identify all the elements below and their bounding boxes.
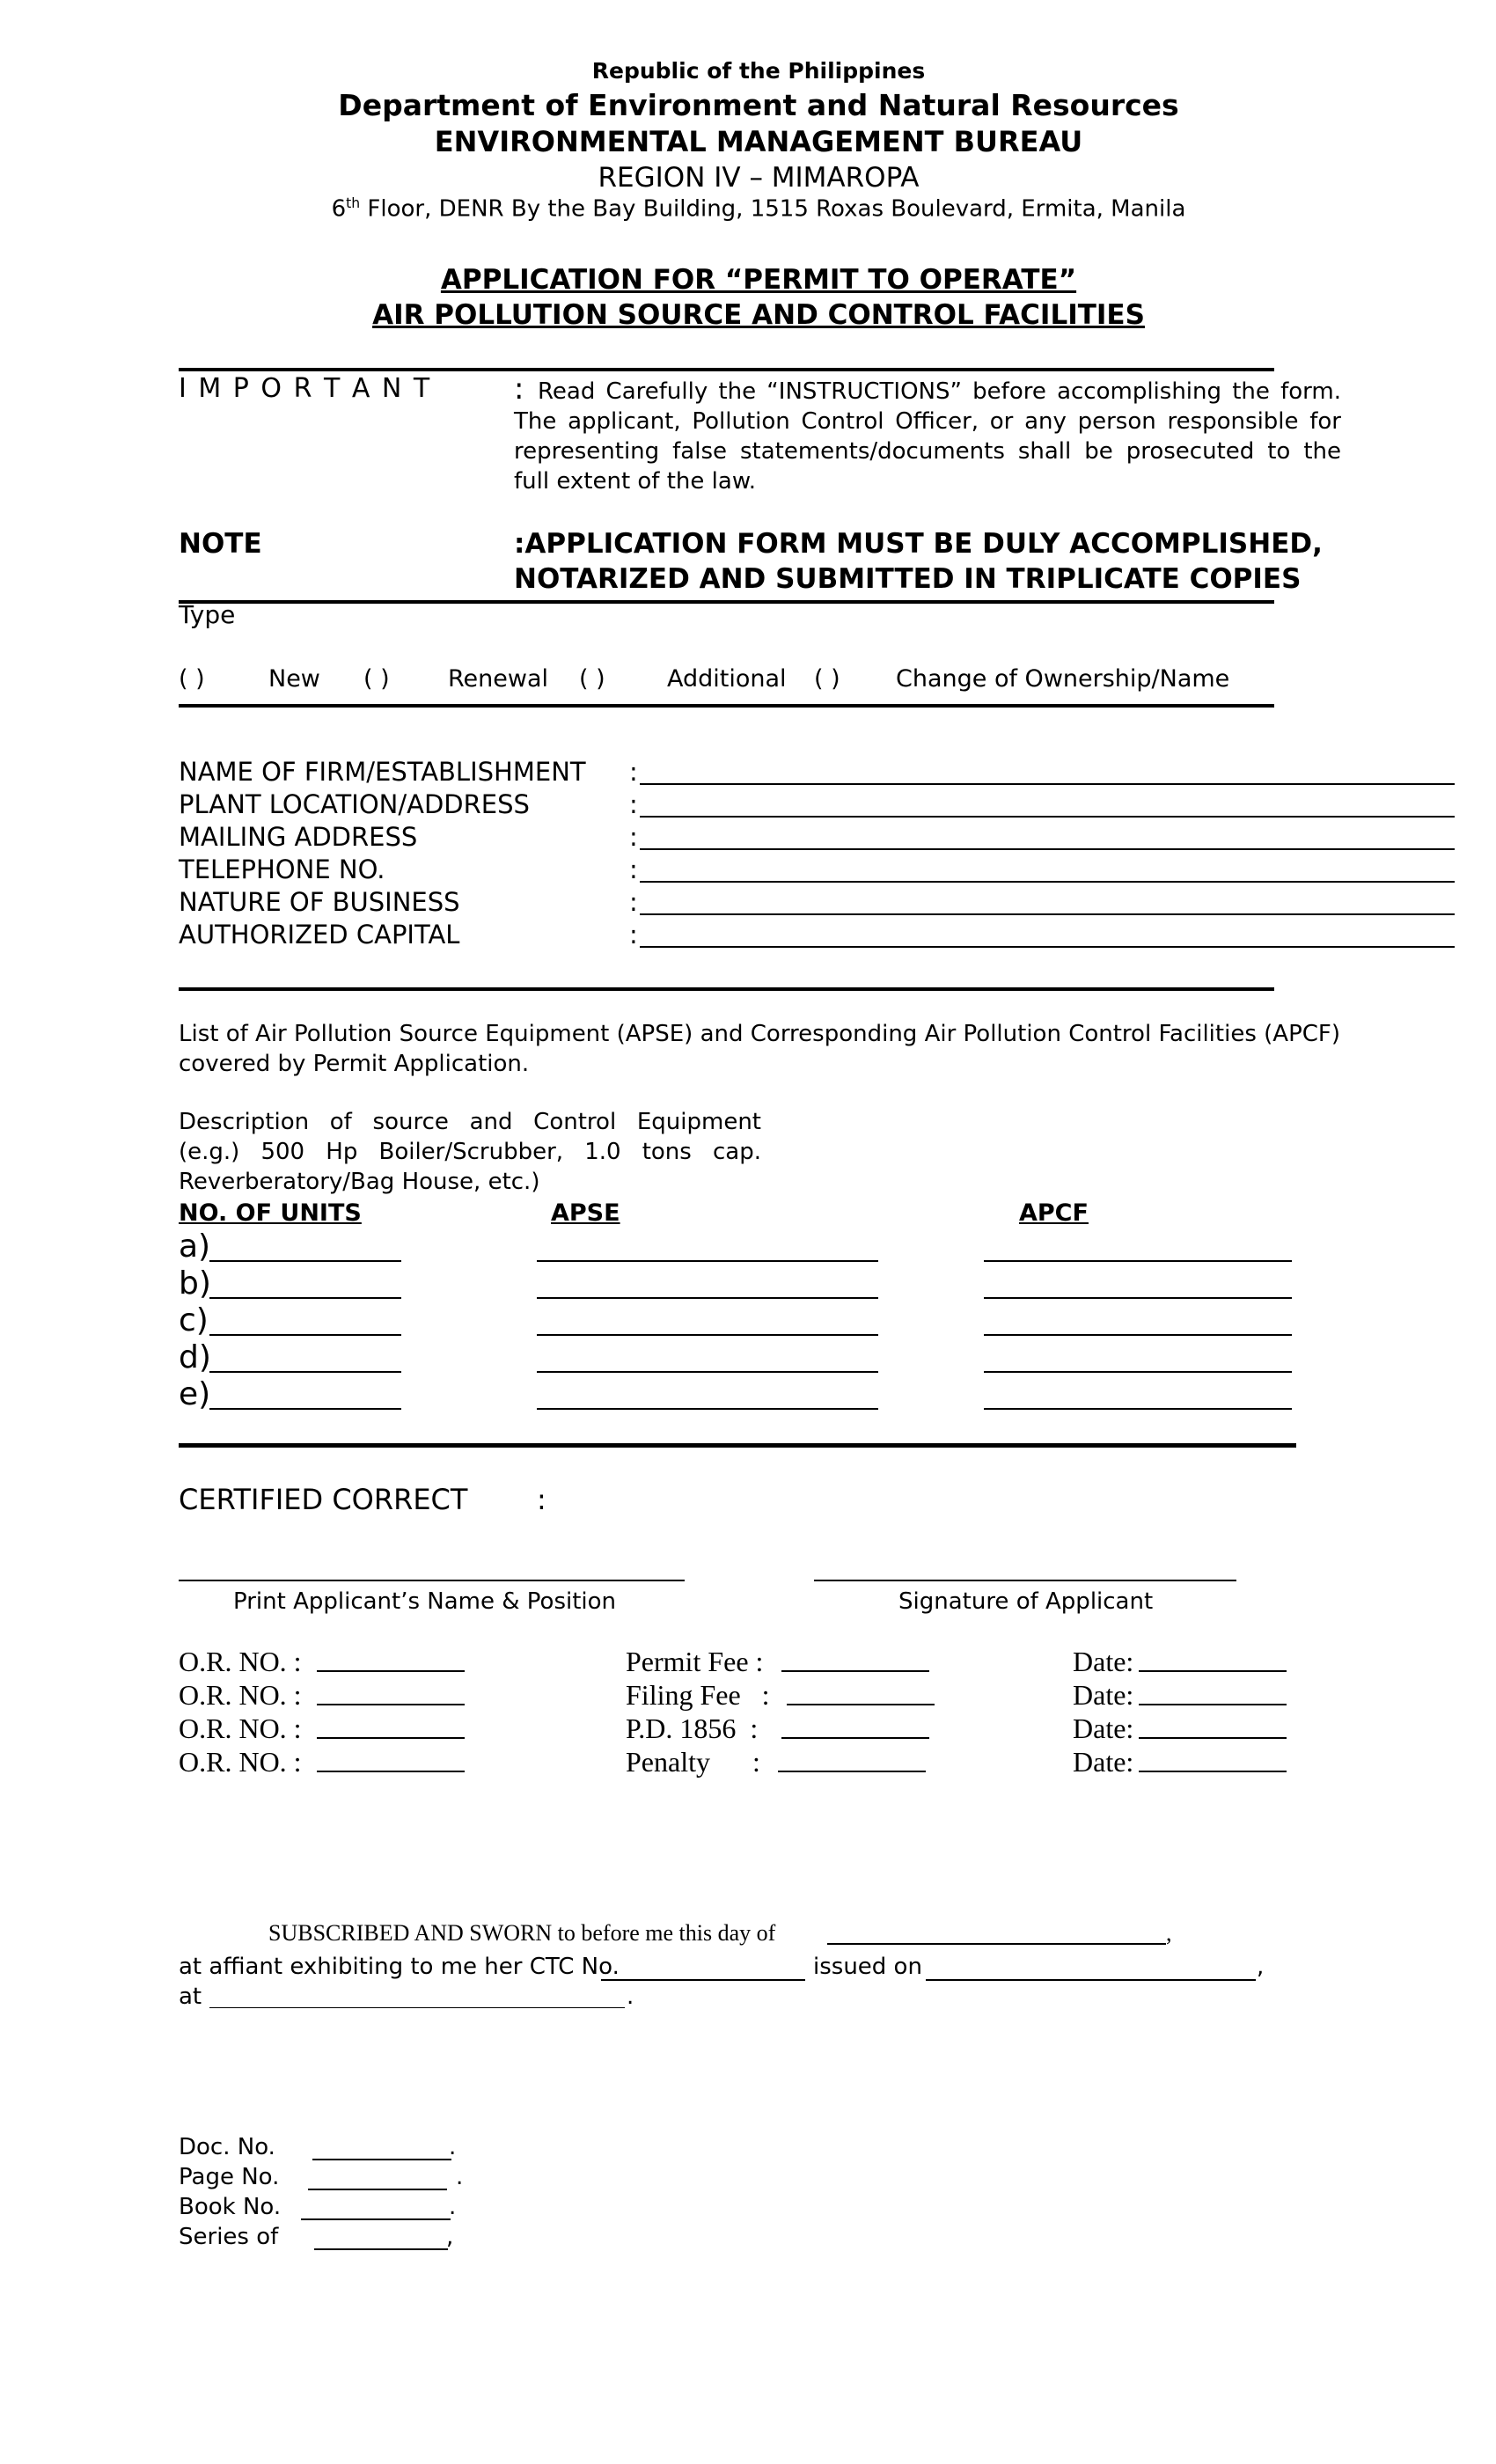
note-label: NOTE xyxy=(179,528,262,560)
field-colon: : xyxy=(629,757,638,787)
units-input[interactable] xyxy=(209,1371,401,1373)
certified-colon: : xyxy=(537,1483,546,1516)
oath-line1: SUBSCRIBED AND SWORN to before me this day of xyxy=(268,1920,776,1946)
book-no-end: . xyxy=(449,2194,457,2220)
field-colon: : xyxy=(629,854,638,884)
apcf-input-a[interactable] xyxy=(984,1260,1292,1262)
print-name-caption: Print Applicant’s Name & Position xyxy=(233,1588,617,1615)
header-address xyxy=(0,195,1496,223)
oath-place-input[interactable] xyxy=(209,2007,625,2008)
nature-of-business-input[interactable] xyxy=(640,913,1455,915)
filing-fee-input[interactable] xyxy=(787,1704,935,1705)
series-end: , xyxy=(446,2224,454,2250)
divider-equipment xyxy=(179,1443,1296,1448)
type-change-label: Change of Ownership/Name xyxy=(896,665,1230,693)
field-telephone xyxy=(179,854,1279,886)
units-input[interactable] xyxy=(209,1408,401,1410)
apse-input-e[interactable] xyxy=(537,1408,878,1410)
apse-input-a[interactable] xyxy=(537,1260,878,1262)
signature-caption: Signature of Applicant xyxy=(898,1588,1154,1615)
apse-input-c[interactable] xyxy=(537,1334,878,1336)
ctc-number-input[interactable] xyxy=(601,1979,805,1981)
header-bureau: ENVIRONMENTAL MANAGEMENT BUREAU xyxy=(434,125,1083,158)
field-authorized-capital xyxy=(179,920,1279,951)
type-renewal-checkbox[interactable]: ( ) xyxy=(363,665,390,693)
plant-location-input[interactable] xyxy=(640,816,1455,818)
date-input[interactable] xyxy=(1139,1704,1287,1705)
row-letter: b) xyxy=(179,1265,211,1302)
apcf-input-b[interactable] xyxy=(984,1297,1292,1299)
row-letter: a) xyxy=(179,1228,211,1265)
header-republic: Republic of the Philippines xyxy=(591,58,926,84)
type-additional-label: Additional xyxy=(667,665,787,693)
notary-page-label: Page No. xyxy=(179,2164,280,2190)
equipment-row xyxy=(179,1376,210,1415)
oath-line2-mid: issued on xyxy=(813,1954,922,1980)
address-floor-suffix: th xyxy=(346,195,361,211)
type-label: Type xyxy=(179,600,236,629)
header-department: Department of Environment and Natural Resources xyxy=(338,88,1179,122)
type-new-checkbox[interactable]: ( ) xyxy=(179,665,205,693)
type-new-label: New xyxy=(268,665,320,693)
note-line2: NOTARIZED AND SUBMITTED IN TRIPLICATE COPIES xyxy=(514,563,1302,595)
equipment-row xyxy=(179,1228,210,1267)
field-label: PLANT LOCATION/ADDRESS xyxy=(179,789,530,819)
field-colon: : xyxy=(629,822,638,852)
date-label: Date: xyxy=(1073,1646,1134,1677)
col-units-header: NO. OF UNITS xyxy=(179,1199,362,1227)
oath-line3-end: . xyxy=(627,1984,634,2010)
equipment-description: Description of source and Control Equipment (e.g.) 500 Hp Boiler/Scrubber, 1.0 tons cap. Reverberatory/Bag House, etc.) xyxy=(179,1109,761,1195)
firm-name-input[interactable] xyxy=(640,783,1455,785)
row-letter: c) xyxy=(179,1302,209,1338)
field-mailing-address xyxy=(179,822,1279,854)
penalty-input[interactable] xyxy=(778,1771,926,1772)
oath-line1-end: , xyxy=(1166,1920,1172,1946)
date-input[interactable] xyxy=(1139,1670,1287,1672)
oath-line2-end: , xyxy=(1257,1954,1265,1980)
doc-no-input[interactable] xyxy=(312,2159,451,2160)
date-label: Date: xyxy=(1073,1746,1134,1778)
or-number-label: O.R. NO. : xyxy=(179,1746,302,1778)
equipment-intro: List of Air Pollution Source Equipment (APSE) and Corresponding Air Pollution Control Facilities (APCF) covered by Permit Application. xyxy=(179,1021,1340,1077)
equipment-row xyxy=(179,1265,211,1304)
authorized-capital-input[interactable] xyxy=(640,946,1455,948)
address-text: Floor, DENR By the Bay Building, 1515 Roxas Boulevard, Ermita, Manila xyxy=(360,195,1186,223)
type-renewal-label: Renewal xyxy=(448,665,549,693)
units-input[interactable] xyxy=(209,1260,401,1262)
apse-input-d[interactable] xyxy=(537,1371,878,1373)
field-nature-of-business xyxy=(179,887,1279,919)
notary-doc-label: Doc. No. xyxy=(179,2134,275,2160)
equipment-row xyxy=(179,1339,211,1378)
or-number-input[interactable] xyxy=(317,1704,465,1705)
apcf-input-d[interactable] xyxy=(984,1371,1292,1373)
form-title-line1: APPLICATION FOR “PERMIT TO OPERATE” xyxy=(440,264,1077,296)
field-colon: : xyxy=(629,887,638,917)
penalty-label: Penalty : xyxy=(626,1746,760,1778)
row-letter: d) xyxy=(179,1339,211,1375)
or-number-input[interactable] xyxy=(317,1670,465,1672)
important-text: Read Carefully the “INSTRUCTIONS” before accomplishing the form. The applicant, Pollution Control Officer, or any person responsible for representing false statements/documents shall be prosecuted to the full extent of the law. xyxy=(514,378,1341,495)
type-additional-checkbox[interactable]: ( ) xyxy=(579,665,605,693)
field-plant-location xyxy=(179,789,1279,821)
important-colon: : xyxy=(514,371,524,407)
oath-date-input[interactable] xyxy=(827,1943,1166,1945)
field-label: MAILING ADDRESS xyxy=(179,822,418,852)
pd1856-input[interactable] xyxy=(781,1737,929,1739)
field-label: AUTHORIZED CAPITAL xyxy=(179,920,460,950)
form-title-line2: AIR POLLUTION SOURCE AND CONTROL FACILITIES xyxy=(372,299,1145,331)
date-input[interactable] xyxy=(1139,1737,1287,1739)
divider-note xyxy=(179,600,1274,604)
date-input[interactable] xyxy=(1139,1771,1287,1772)
or-number-label: O.R. NO. : xyxy=(179,1712,302,1744)
divider-fields xyxy=(179,987,1274,991)
apcf-input-c[interactable] xyxy=(984,1334,1292,1336)
issued-on-input[interactable] xyxy=(926,1979,1256,1981)
or-number-label: O.R. NO. : xyxy=(179,1646,302,1677)
note-line1: :APPLICATION FORM MUST BE DULY ACCOMPLISHED, xyxy=(514,528,1323,560)
signature-input[interactable] xyxy=(814,1580,1236,1581)
equipment-table xyxy=(0,1228,1496,1422)
certified-label: CERTIFIED CORRECT xyxy=(179,1483,468,1516)
fees-block xyxy=(0,1646,1496,1795)
apse-input-b[interactable] xyxy=(537,1297,878,1299)
pd1856-label: P.D. 1856 : xyxy=(626,1712,759,1744)
col-apse-header: APSE xyxy=(551,1199,620,1227)
col-apcf-header: APCF xyxy=(1019,1199,1089,1227)
units-input[interactable] xyxy=(209,1334,401,1336)
apcf-input-e[interactable] xyxy=(984,1408,1292,1410)
telephone-input[interactable] xyxy=(640,881,1455,883)
mailing-address-input[interactable] xyxy=(640,848,1455,850)
important-label: I M P O R T A N T xyxy=(179,373,432,404)
field-label: NAME OF FIRM/ESTABLISHMENT xyxy=(179,757,586,787)
field-colon: : xyxy=(629,789,638,819)
row-letter: e) xyxy=(179,1376,211,1412)
or-number-label: O.R. NO. : xyxy=(179,1679,302,1711)
notary-book-label: Book No. xyxy=(179,2194,282,2220)
field-label: NATURE OF BUSINESS xyxy=(179,887,460,917)
or-number-input[interactable] xyxy=(317,1737,465,1739)
date-label: Date: xyxy=(1073,1712,1134,1744)
series-input[interactable] xyxy=(314,2248,448,2250)
units-input[interactable] xyxy=(209,1297,401,1299)
permit-fee-input[interactable] xyxy=(781,1670,929,1672)
permit-fee-label: Permit Fee : xyxy=(626,1646,764,1677)
equipment-row xyxy=(179,1302,209,1341)
address-floor-number: 6 xyxy=(331,195,347,223)
book-no-input[interactable] xyxy=(301,2218,451,2220)
divider-top xyxy=(179,368,1274,371)
field-colon: : xyxy=(629,920,638,950)
or-number-input[interactable] xyxy=(317,1771,465,1772)
oath-line2-start: at affiant exhibiting to me her CTC No. xyxy=(179,1954,620,1980)
page-no-end: . xyxy=(456,2164,464,2190)
date-label: Date: xyxy=(1073,1679,1134,1711)
field-label: TELEPHONE NO. xyxy=(179,854,385,884)
oath-line3-start: at xyxy=(179,1984,202,2010)
filing-fee-label: Filing Fee : xyxy=(626,1679,770,1711)
doc-no-end: . xyxy=(449,2134,457,2160)
header-region: REGION IV – MIMAROPA xyxy=(598,162,920,194)
print-name-input[interactable] xyxy=(179,1580,685,1581)
divider-type xyxy=(179,704,1274,708)
type-change-checkbox[interactable]: ( ) xyxy=(814,665,840,693)
notary-series-label: Series of xyxy=(179,2224,279,2250)
page-no-input[interactable] xyxy=(308,2189,447,2190)
field-firm-name xyxy=(179,757,1279,788)
